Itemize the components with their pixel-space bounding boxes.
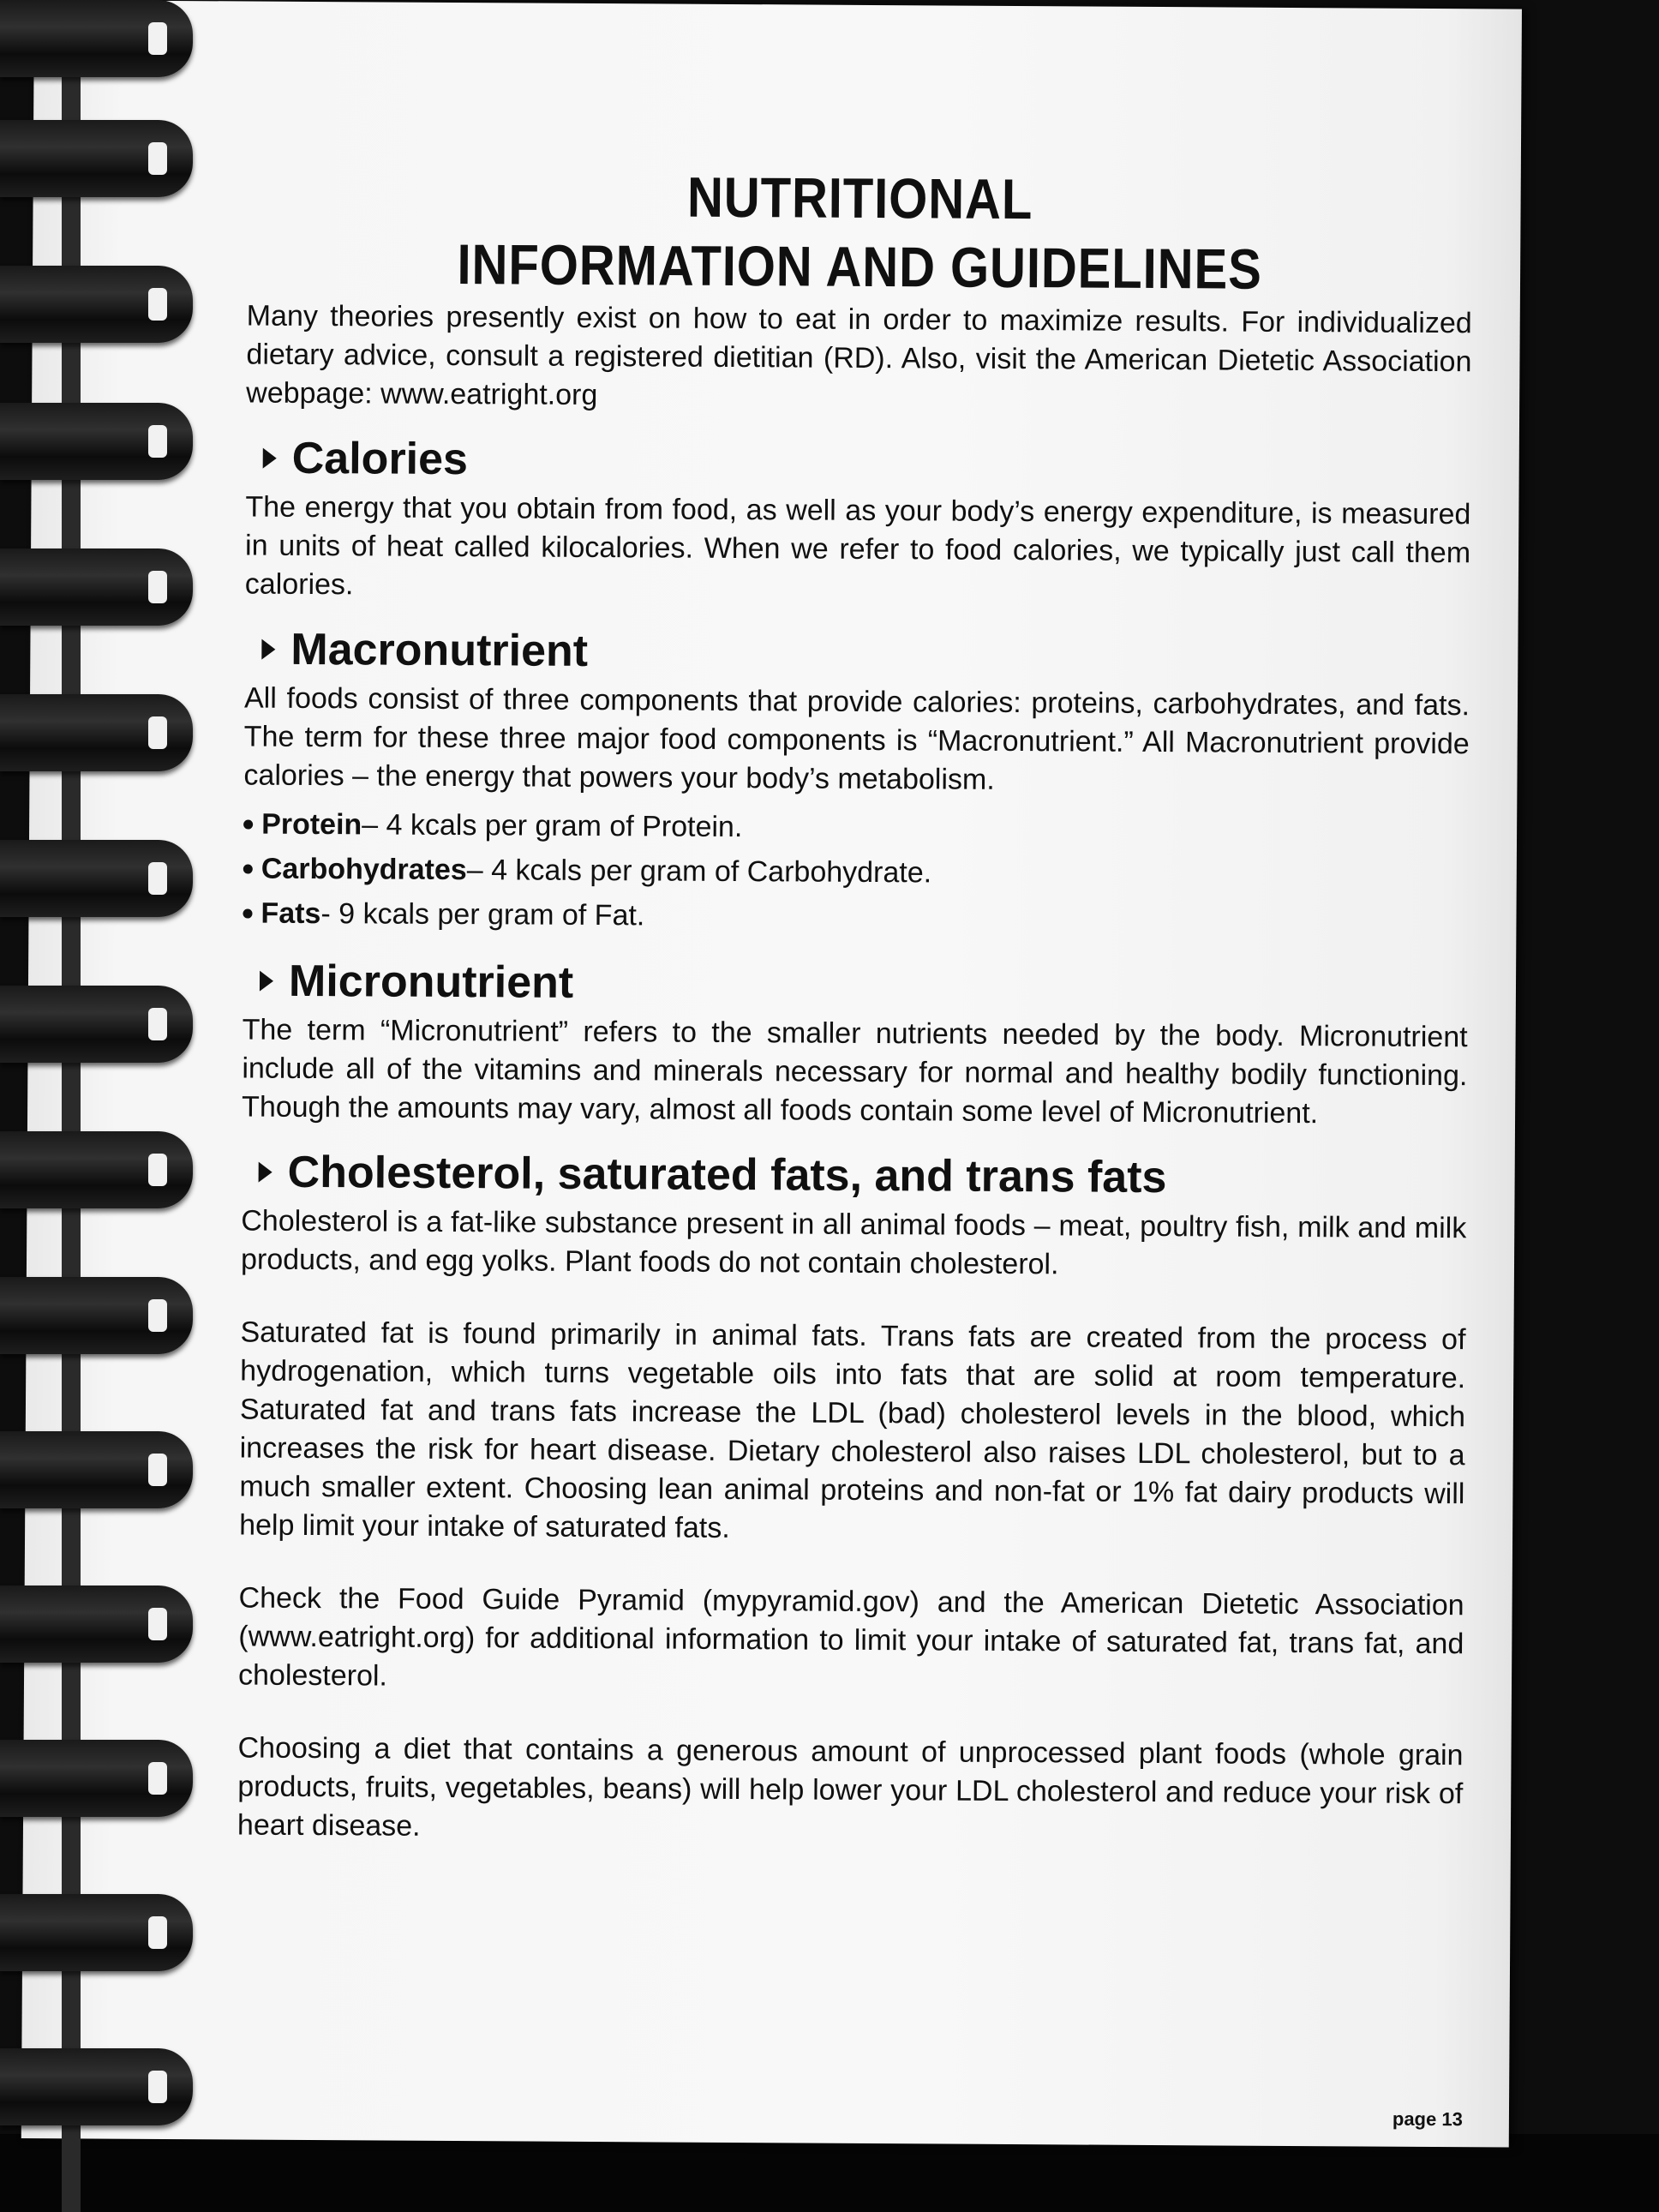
spiral-binding [0, 0, 206, 2212]
binding-coil [0, 2048, 193, 2125]
list-item-text: - 9 kcals per gram of Fat. [320, 897, 645, 932]
binding-coil [0, 403, 193, 480]
section-heading [260, 955, 1468, 1016]
paragraph: The energy that you obtain from food, as well as your body’s energy expenditure, is measured in units of heat called kilocalories. When we refer to food calories, we typically just call them calories. [244, 490, 1471, 602]
binding-coil [0, 1431, 193, 1508]
section-heading [258, 1146, 1466, 1207]
bullet-dot-icon [243, 908, 252, 918]
paragraph: All foods consist of three components that provide calories: proteins, carbohydrates, and fats. The term for these three major food components is “Macronutrient.” All Macronutrient provide calories – the energy that powers your body’s metabolism. [243, 681, 1470, 796]
heading-text: Calories [291, 433, 469, 485]
binding-coil [0, 694, 193, 771]
list-item-term: Protein [261, 807, 362, 842]
title-line-1: NUTRITIONAL [686, 165, 1033, 231]
intro-paragraph: Many theories presently exist on how to eat in order to maximize results. For individualized dietary advice, consult a registered dietitian (RD). Also, visit the American Dietetic Association webpage: www.eatright.org [246, 299, 1472, 412]
triangle-bullet-icon [260, 971, 273, 992]
list-item [243, 891, 1468, 944]
binding-coil [0, 1894, 193, 1971]
paragraph: Saturated fat is found primarily in animal fats. Trans fats are created from the process of hydrogenation, which turns vegetable oils into fats that are solid at room temperature. Saturated fat and trans fats increase the LDL (bad) cholesterol levels in the blood, which increases the risk for heart disease. Dietary cholesterol also raises LDL cholesterol, but to a much smaller extent. Choosing lean animal proteins and non-fat or 1% fat dairy products will help limit your intake of saturated fats. [239, 1316, 1466, 1544]
paragraph: The term “Micronutrient” refers to the smaller nutrients needed by the body. Micronutrient include all of the vitamins and minerals necessary for normal and healthy bodily functioning. Though the amounts may vary, almost all foods contain some level of Micronutrient. [241, 1013, 1468, 1130]
section-macronutrient [243, 623, 1470, 944]
list-item-term: Carbohydrates [261, 852, 467, 887]
section-heading [263, 432, 1471, 493]
binding-coil [0, 840, 193, 917]
page-number: page 13 [1392, 2107, 1463, 2131]
paragraph: Choosing a diet that contains a generous amount of unprocessed plant foods (whole grain products, fruits, vegetables, beans) will help lower your LDL cholesterol and reduce your risk of heart disease. [237, 1731, 1464, 1843]
binding-coil [0, 1131, 193, 1208]
binding-coil [0, 120, 193, 197]
macronutrient-list [243, 802, 1469, 944]
triangle-bullet-icon [263, 448, 277, 469]
list-item-text: – 4 kcals per gram of Protein. [362, 808, 743, 844]
binding-coil [0, 986, 193, 1063]
heading-text: Micronutrient [288, 956, 574, 1008]
binding-coil [0, 549, 193, 626]
booklet-page [21, 0, 1522, 2148]
binding-coil [0, 0, 193, 77]
title-line-2: INFORMATION AND GUIDELINES [457, 232, 1262, 301]
heading-text: Cholesterol, saturated fats, and trans fats [287, 1147, 1167, 1203]
binding-coil [0, 1740, 193, 1817]
section-calories [245, 432, 1471, 612]
paragraph: Check the Food Guide Pyramid (mypyramid.gov) and the American Dietetic Association (www.eatright.org) for additional information to limit your intake of saturated fat, trans fat, and cholesterol. [237, 1581, 1464, 1693]
section-micronutrient [242, 955, 1468, 1135]
heading-text: Macronutrient [290, 624, 589, 676]
bullet-dot-icon [243, 819, 253, 829]
page-title [320, 160, 1399, 304]
section-cholesterol [237, 1146, 1467, 1853]
section-heading [261, 623, 1470, 684]
bullet-dot-icon [243, 864, 253, 873]
list-item-text: – 4 kcals per gram of Carbohydrate. [466, 854, 932, 890]
page-content [237, 160, 1473, 1853]
triangle-bullet-icon [259, 1162, 273, 1183]
list-item [243, 802, 1469, 854]
binding-coil [0, 1586, 193, 1663]
list-item [243, 847, 1469, 899]
binding-coil [0, 1277, 193, 1354]
triangle-bullet-icon [261, 639, 275, 660]
paragraph: Cholesterol is a fat-like substance present in all animal foods – meat, poultry fish, milk and milk products, and egg yolks. Plant foods do not contain cholesterol. [240, 1204, 1467, 1281]
list-item-term: Fats [261, 896, 321, 931]
binding-coil [0, 266, 193, 343]
